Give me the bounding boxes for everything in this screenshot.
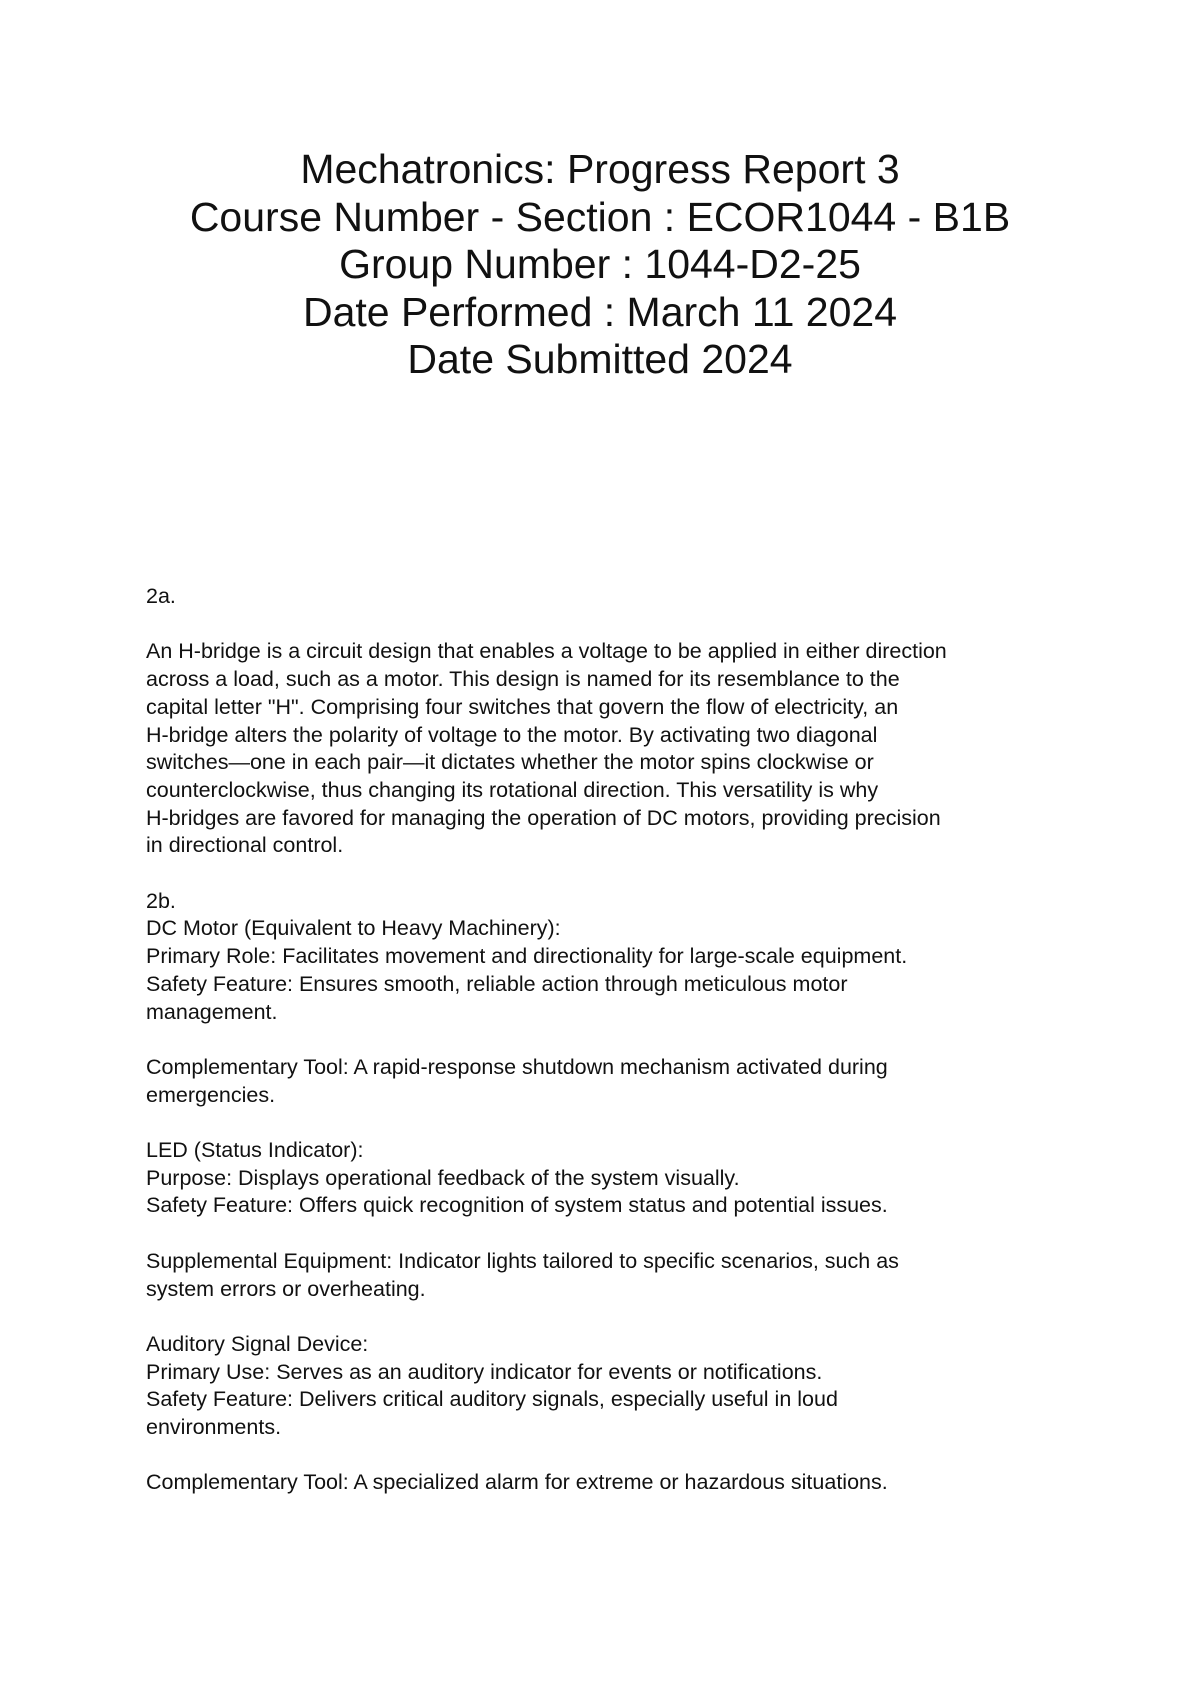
paragraph-line: Complementary Tool: A specialized alarm for extreme or hazardous situations. xyxy=(146,1470,888,1495)
paragraph-line: capital letter "H". Comprising four switches that govern the flow of electricity, an xyxy=(146,694,899,719)
auditory-block xyxy=(146,1331,1076,1442)
paragraph-line: Purpose: Displays operational feedback of the system visually. xyxy=(146,1165,740,1190)
date-performed: Date Performed : March 11 2024 xyxy=(302,288,898,335)
paragraph-line: Supplemental Equipment: Indicator lights tailored to specific scenarios, such as xyxy=(146,1248,899,1273)
section-2a-paragraph xyxy=(146,638,1076,860)
led-block xyxy=(146,1137,1076,1220)
paragraph-line: Safety Feature: Delivers critical auditory signals, especially useful in loud xyxy=(146,1387,838,1412)
dc-motor-block xyxy=(146,915,1076,1026)
paragraph-line: H-bridge alters the polarity of voltage to the motor. By activating two diagonal xyxy=(146,722,878,747)
report-title: Mechatronics: Progress Report 3 xyxy=(300,146,900,192)
date-submitted: Date Submitted 2024 xyxy=(407,336,793,382)
document-body xyxy=(146,583,1076,1497)
paragraph-line: across a load, such as a motor. This design is named for its resemblance to the xyxy=(146,667,900,692)
paragraph-line: system errors or overheating. xyxy=(146,1276,426,1301)
paragraph-line: LED (Status Indicator): xyxy=(146,1138,364,1162)
paragraph-line: Complementary Tool: A rapid-response shutdown mechanism activated during xyxy=(146,1054,888,1079)
course-section: Course Number - Section : ECOR1044 - B1B xyxy=(189,193,1011,240)
dc-motor-tool-block xyxy=(146,1054,1076,1109)
paragraph-line: management. xyxy=(146,999,278,1024)
paragraph-line: DC Motor (Equivalent to Heavy Machinery): xyxy=(146,916,561,941)
paragraph-line: emergencies. xyxy=(146,1082,276,1107)
paragraph-line: environments. xyxy=(146,1415,282,1439)
paragraph-line: Primary Role: Facilitates movement and directionality for large-scale equipment. xyxy=(146,944,908,969)
title-block xyxy=(0,146,1200,384)
paragraph-line: Safety Feature: Offers quick recognition of system status and potential issues. xyxy=(146,1193,888,1218)
paragraph-line: An H-bridge is a circuit design that enables a voltage to be applied in either direction xyxy=(146,639,947,664)
paragraph-line: in directional control. xyxy=(146,833,344,858)
paragraph-line: H-bridges are favored for managing the operation of DC motors, providing precision xyxy=(146,805,941,830)
paragraph-line: Primary Use: Serves as an auditory indicator for events or notifications. xyxy=(146,1359,823,1384)
led-equipment-block xyxy=(146,1248,1076,1303)
auditory-tool-block xyxy=(146,1469,1076,1497)
paragraph-line: switches—one in each pair—it dictates whether the motor spins clockwise or xyxy=(146,750,874,775)
section-2b-heading: 2b. xyxy=(146,888,176,913)
paragraph-line: Auditory Signal Device: xyxy=(146,1331,369,1356)
paragraph-line: counterclockwise, thus changing its rotational direction. This versatility is why xyxy=(146,777,879,802)
group-number: Group Number : 1044-D2-25 xyxy=(339,241,861,287)
section-2a-heading: 2a. xyxy=(146,584,176,608)
paragraph-line: Safety Feature: Ensures smooth, reliable action through meticulous motor xyxy=(146,971,848,996)
